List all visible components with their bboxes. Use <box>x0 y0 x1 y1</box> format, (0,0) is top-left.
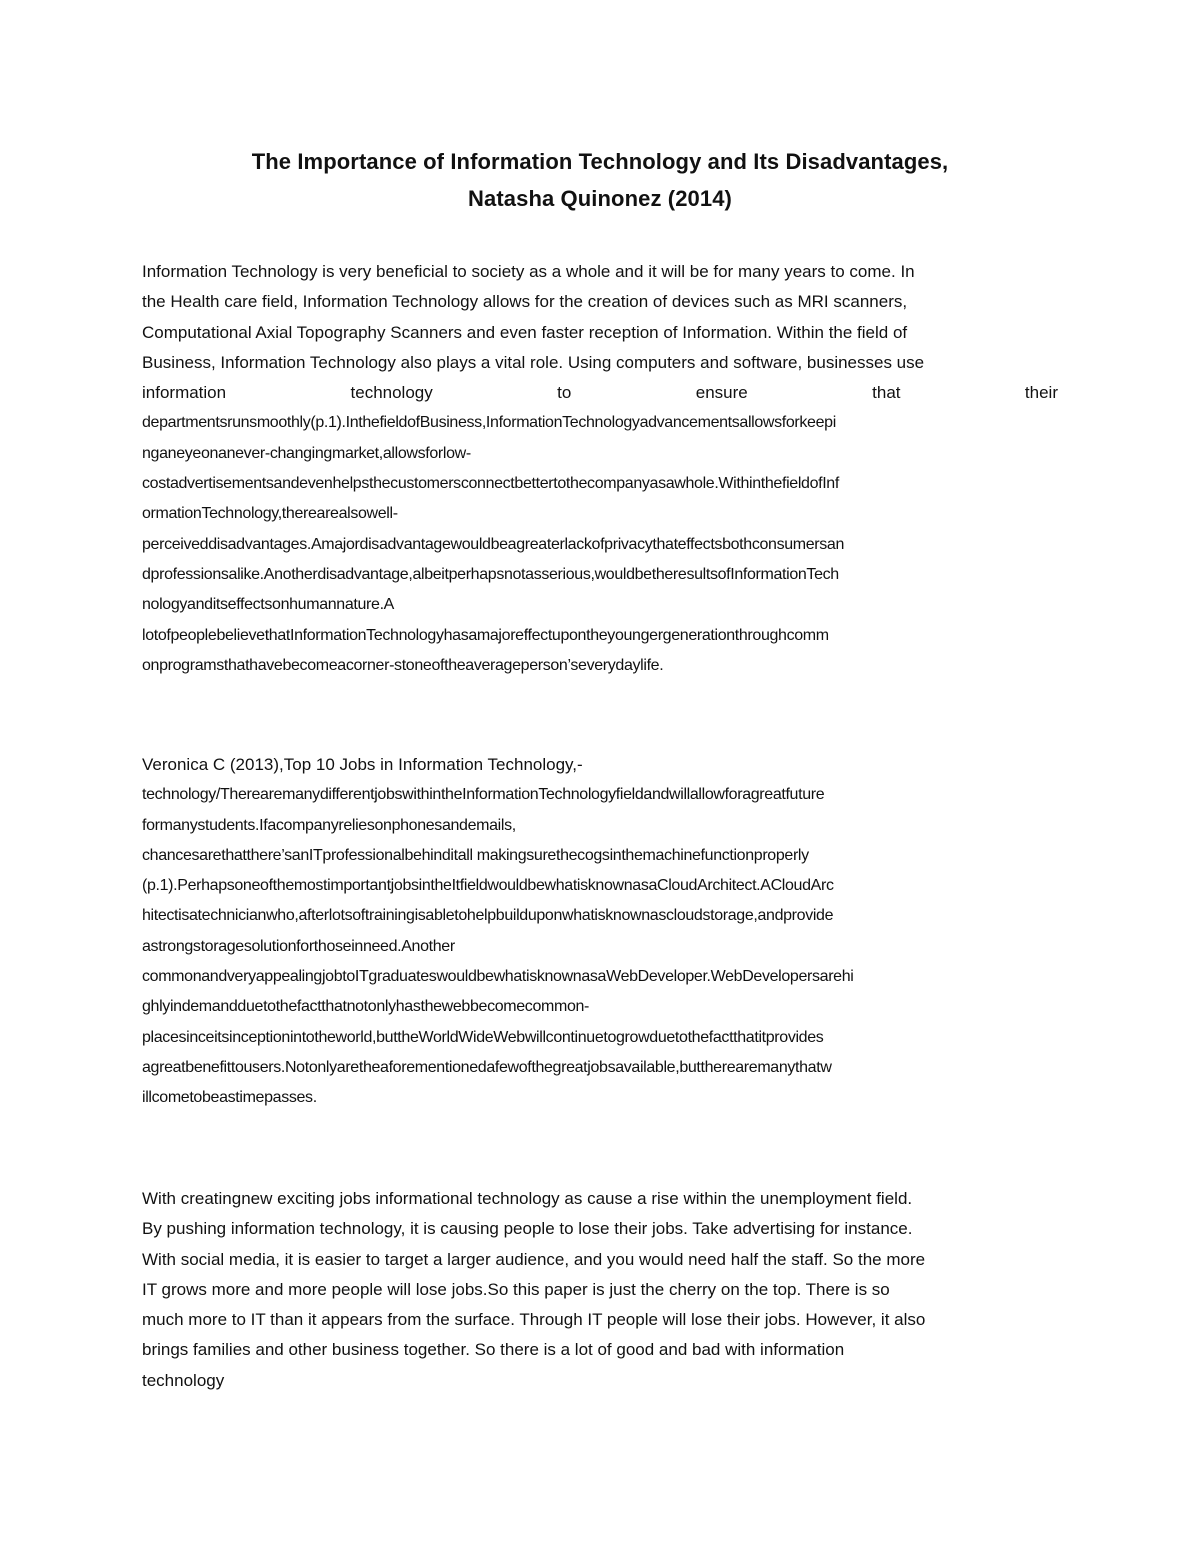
title-line-2: Natasha Quinonez (2014) <box>468 186 732 211</box>
text-line: onprogramsthathavebecomeacorner-stoneoftheaverageperson’severydaylife. <box>142 656 664 674</box>
word: their <box>1024 383 1058 403</box>
text-line: commonandveryappealingjobtoITgraduateswouldbewhatisknownasaWebDeveloper.WebDevelopersarehi <box>142 968 854 986</box>
text-line: agreatbenefittousers.Notonlyaretheaforementionedafewofthegreatjobsavailable,buttherearemanythatw <box>142 1058 832 1076</box>
text-line: illcometobeastimepasses. <box>142 1089 317 1107</box>
text-line: ghlyindemandduetothefactthatnotonlyhasthewebbecomecommon- <box>142 998 590 1016</box>
paragraph-3 <box>142 1184 1058 1396</box>
text-line: brings families and other business together. So there is a lot of good and bad with information <box>142 1340 845 1360</box>
text-line: perceiveddisadvantages.Amajordisadvantagewouldbeagreaterlackofprivacythateffectsbothconsumersan <box>142 535 845 553</box>
text-line: Business, Information Technology also plays a vital role. Using computers and software, businesses use <box>142 352 925 372</box>
text-line: With creatingnew exciting jobs informational technology as cause a rise within the unemployment field. <box>142 1189 913 1208</box>
text-line: technology <box>142 1370 225 1390</box>
text-line: Computational Axial Topography Scanners and even faster reception of Information. Within the field of <box>142 322 908 342</box>
word: to <box>557 383 572 403</box>
text-line: (p.1).PerhapsoneofthemostimportantjobsintheItfieldwouldbewhatisknownasaCloudArchitect.ACloudArc <box>142 877 834 895</box>
text-line: chancesarethatthere’sanITprofessionalbehinditall makingsurethecogsinthemachinefunctionproperly <box>142 846 809 864</box>
text-line: departmentsrunsmoothly(p.1).InthefieldofBusiness,InformationTechnologyadvancementsallowsforkeepi <box>142 414 836 432</box>
text-line: dprofessionsalike.Anotherdisadvantage,albeitperhapsnotasserious,wouldbetheresultsofInformationTech <box>142 565 839 583</box>
text-line: lotofpeoplebelievethatInformationTechnologyhasamajoreffectupontheyoungergenerationthroughcomm <box>142 626 829 644</box>
text-line: nologyanditseffectsonhumannature.A <box>142 596 394 614</box>
text-line: IT grows more and more people will lose jobs.So this paper is just the cherry on the top. There is so <box>142 1279 890 1299</box>
justified-text-line <box>142 378 1058 408</box>
text-line: much more to IT than it appears from the surface. Through IT people will lose their jobs. However, it also <box>142 1310 926 1330</box>
text-line: the Health care field, Information Technology allows for the creation of devices such as MRI scanners, <box>142 292 908 312</box>
text-line: Information Technology is very beneficial to society as a whole and it will be for many years to come. In <box>142 262 915 281</box>
text-line: costadvertisementsandevenhelpsthecustomersconnectbettertothecompanyasawhole.WithinthefieldofInf <box>142 475 839 493</box>
text-line: hitectisatechnicianwho,afterlotsoftrainingisabletohelpbuilduponwhatisknownascloudstorage,andprovide <box>142 907 834 925</box>
text-line: Veronica C (2013),Top 10 Jobs in Information Technology,- <box>142 755 583 774</box>
text-line: nganeyeonanever-changingmarket,allowsforlow- <box>142 444 471 462</box>
text-line: astrongstoragesolutionforthoseinneed.Another <box>142 937 455 955</box>
document-title <box>0 143 1200 217</box>
text-line: By pushing information technology, it is causing people to lose their jobs. Take advertising for instance. <box>142 1219 913 1239</box>
text-line: ormationTechnology,therearealsowell- <box>142 505 398 523</box>
word: technology <box>350 383 433 403</box>
text-line: technology/TherearemanydifferentjobswithintheInformationTechnologyfieldandwillallowforagreatfuture <box>142 786 825 804</box>
paragraph-2 <box>142 750 1058 1114</box>
paragraph-1 <box>142 257 1058 681</box>
title-line-1: The Importance of Information Technology and Its Disadvantages, <box>251 149 949 174</box>
word: information <box>142 383 227 403</box>
word: ensure <box>695 383 748 403</box>
text-line: With social media, it is easier to target a larger audience, and you would need half the staff. So the more <box>142 1249 926 1269</box>
text-line: placesinceitsinceptionintotheworld,buttheWorldWideWebwillcontinuetogrowduetothefactthatitprovides <box>142 1028 824 1046</box>
text-line: formanystudents.Ifacompanyreliesonphonesandemails, <box>142 816 516 834</box>
word: that <box>872 383 901 403</box>
